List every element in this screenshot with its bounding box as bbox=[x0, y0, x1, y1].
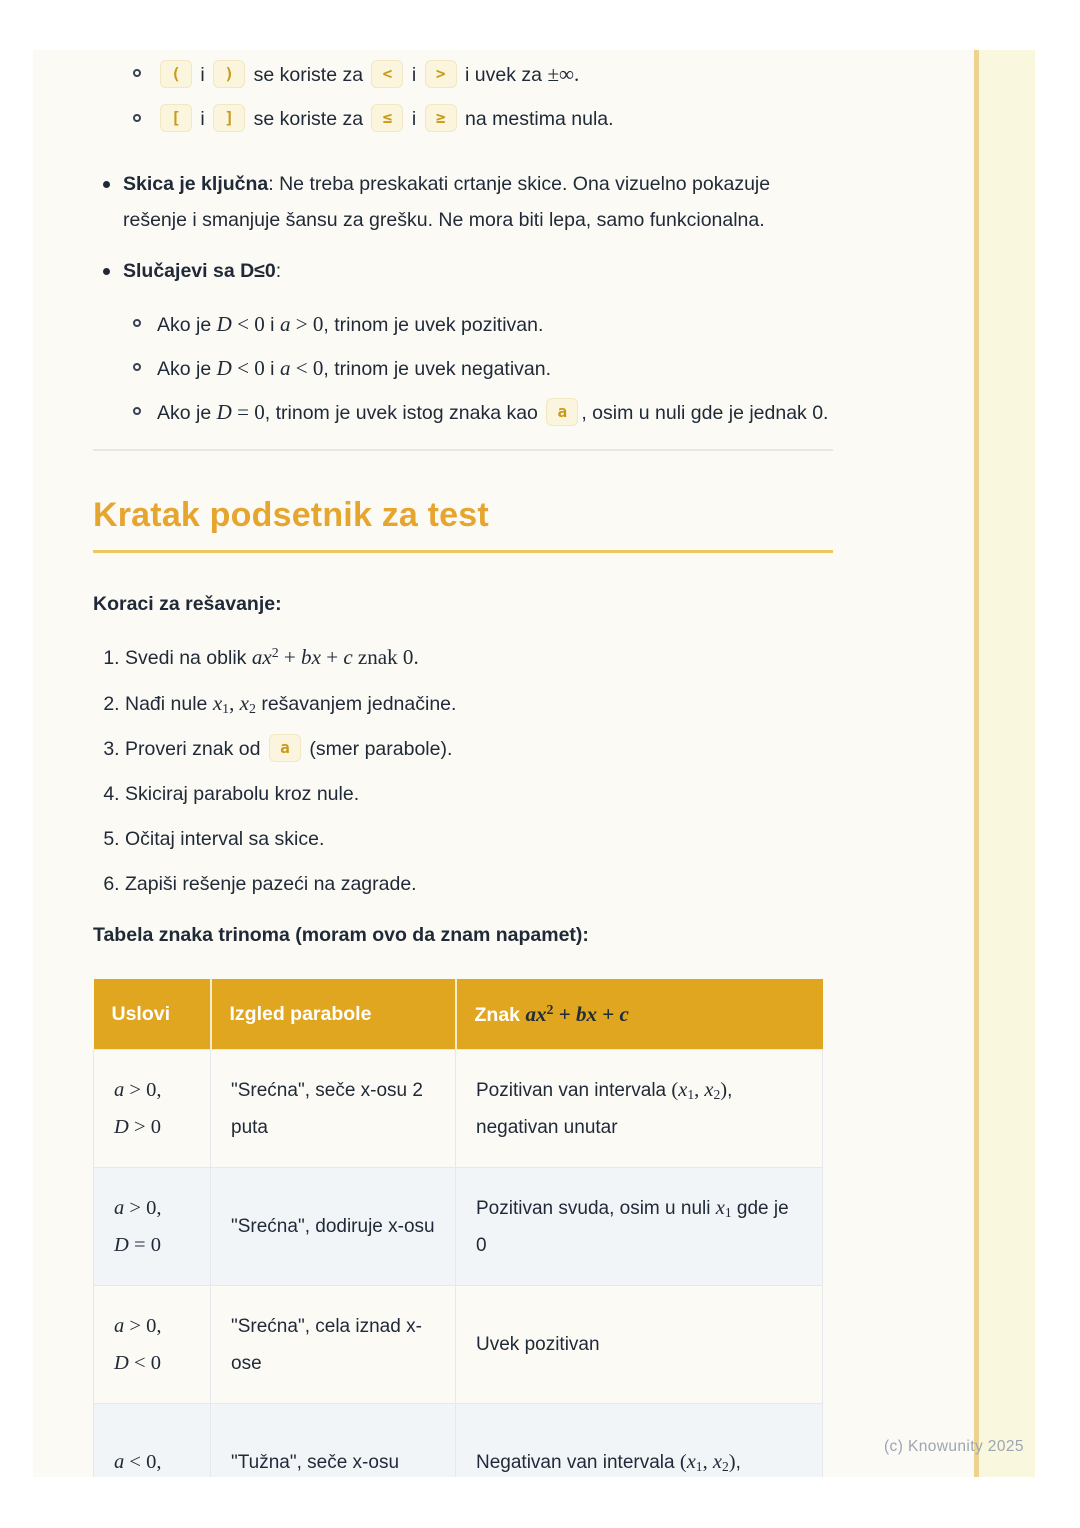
page-content bbox=[93, 50, 833, 1477]
divider bbox=[93, 449, 833, 451]
math-expression: a > 0, bbox=[114, 1314, 162, 1337]
table-row bbox=[94, 1404, 823, 1478]
list-item: Slučajevi sa D≤0: bbox=[123, 253, 833, 289]
math-expression: a > 0 bbox=[279, 312, 324, 336]
table-head bbox=[94, 979, 823, 1050]
table-row bbox=[94, 1050, 823, 1168]
table-cell: Uvek pozitivan bbox=[456, 1286, 823, 1404]
table-header-cell: Znak $ax^2$ + bx + c bbox=[456, 979, 823, 1050]
math-text: znak 0. bbox=[352, 645, 419, 669]
section-title: Kratak podsetnik za test bbox=[93, 495, 833, 553]
list-item: 1. Svedi na oblik $ax^2$ + bx + c znak 0. bbox=[125, 639, 833, 676]
code-badge: a bbox=[546, 398, 578, 426]
list-item: Skica je ključna: Ne treba preskakati crtanje skice. Ona vizuelno pokazuje rešenje i smanjuje šansu za grešku. Ne mora biti lepa, samo funkcionalna. bbox=[123, 166, 833, 238]
table-cell bbox=[94, 1050, 211, 1168]
table-header-cell: Uslovi bbox=[94, 979, 211, 1050]
math-expression: a < 0 bbox=[279, 356, 324, 380]
list-item: 5. Očitaj interval sa skice. bbox=[125, 821, 833, 857]
list-item: 4. Skiciraj parabolu kroz nule. bbox=[125, 776, 833, 812]
code-badge: ≤ bbox=[371, 104, 403, 132]
table-body bbox=[94, 1050, 823, 1478]
list-item: Ako je D < 0 i a < 0, trinom je uvek negativan. bbox=[157, 350, 833, 387]
math-expression: a > 0, bbox=[114, 1196, 162, 1219]
table-heading: Tabela znaka trinoma (moram ovo da znam napamet): bbox=[93, 924, 589, 946]
list-item: Ako je D = 0, trinom je uvek istog znaka kao a , osim u nuli gde je jednak 0. bbox=[157, 394, 833, 431]
table-cell bbox=[94, 1168, 211, 1286]
math-expression: D < 0 bbox=[216, 312, 265, 336]
math-expression: D < 0 bbox=[216, 356, 265, 380]
table-row bbox=[94, 1168, 823, 1286]
table-cell: Pozitivan svuda, osim u nuli $x_1$ gde je 0 bbox=[456, 1168, 823, 1286]
sign-table bbox=[93, 979, 823, 1477]
code-badge: ( bbox=[160, 60, 192, 88]
math-expression: D = 0 bbox=[114, 1233, 161, 1256]
math-expression: $x_1$, $x_2$ bbox=[212, 691, 256, 718]
bold-text: Skica je ključna bbox=[123, 173, 269, 195]
document-page bbox=[33, 50, 1035, 1477]
math-expression: D = 0 bbox=[216, 400, 265, 424]
discriminant-cases-list bbox=[93, 306, 833, 431]
list-item: Ako je D < 0 i a > 0, trinom je uvek pozitivan. bbox=[157, 306, 833, 343]
code-badge: ≥ bbox=[425, 104, 457, 132]
code-badge: a bbox=[269, 734, 301, 762]
math-expression: $ax^2$ + bx + c bbox=[525, 1001, 629, 1026]
table-cell bbox=[94, 1404, 211, 1478]
code-badge: ] bbox=[213, 104, 245, 132]
table-cell: "Srećna", seče x-osu 2 puta bbox=[211, 1050, 456, 1168]
list-item: ( i ) se koriste za < i > i uvek za ±∞. bbox=[157, 56, 833, 93]
math-expression: $ax^2$ + bx + c bbox=[251, 645, 353, 669]
brackets-note-list bbox=[93, 56, 833, 137]
table-cell: "Srećna", cela iznad x-ose bbox=[211, 1286, 456, 1404]
math-expression: D < 0 bbox=[114, 1351, 161, 1374]
list-item: [ i ] se koriste za ≤ i ≥ na mestima nula. bbox=[157, 101, 833, 137]
math-expression: $x_1$ bbox=[715, 1196, 732, 1220]
table-cell bbox=[94, 1286, 211, 1404]
code-badge: < bbox=[371, 60, 403, 88]
bold-text: Slučajevi sa D≤0 bbox=[123, 260, 276, 282]
math-expression: a < 0, bbox=[114, 1451, 162, 1473]
math-expression: a > 0, bbox=[114, 1078, 162, 1101]
solution-steps-list bbox=[93, 639, 833, 902]
table-cell: Pozitivan van intervala ($x_1$, $x_2$), negativan unutar bbox=[456, 1050, 823, 1168]
math-expression: ±∞. bbox=[547, 62, 580, 86]
copyright-watermark: (c) Knowunity 2025 bbox=[884, 1438, 1024, 1455]
math-expression: ($x_1$, $x_2$) bbox=[679, 1451, 736, 1474]
code-badge: > bbox=[425, 60, 457, 88]
table-row bbox=[94, 1286, 823, 1404]
table-cell: "Srećna", dodiruje x-osu bbox=[211, 1168, 456, 1286]
table-header-row bbox=[94, 979, 823, 1050]
table-cell: "Tužna", seče x-osu bbox=[211, 1404, 456, 1478]
steps-heading: Koraci za rešavanje: bbox=[93, 593, 282, 615]
list-item: 3. Proveri znak od a (smer parabole). bbox=[125, 731, 833, 767]
page-edge-strip bbox=[974, 50, 1035, 1477]
list-item: 2. Nađi nule $x_1$, $x_2$ rešavanjem jednačine. bbox=[125, 685, 833, 722]
code-badge: [ bbox=[160, 104, 192, 132]
code-badge: ) bbox=[213, 60, 245, 88]
list-item: 6. Zapiši rešenje pazeći na zagrade. bbox=[125, 866, 833, 902]
table-cell: Negativan van intervala ($x_1$, $x_2$), bbox=[456, 1404, 823, 1478]
math-expression: D > 0 bbox=[114, 1115, 161, 1138]
math-expression: ($x_1$, $x_2$) bbox=[671, 1078, 728, 1102]
tips-list bbox=[93, 166, 833, 289]
table-header-cell: Izgled parabole bbox=[211, 979, 456, 1050]
